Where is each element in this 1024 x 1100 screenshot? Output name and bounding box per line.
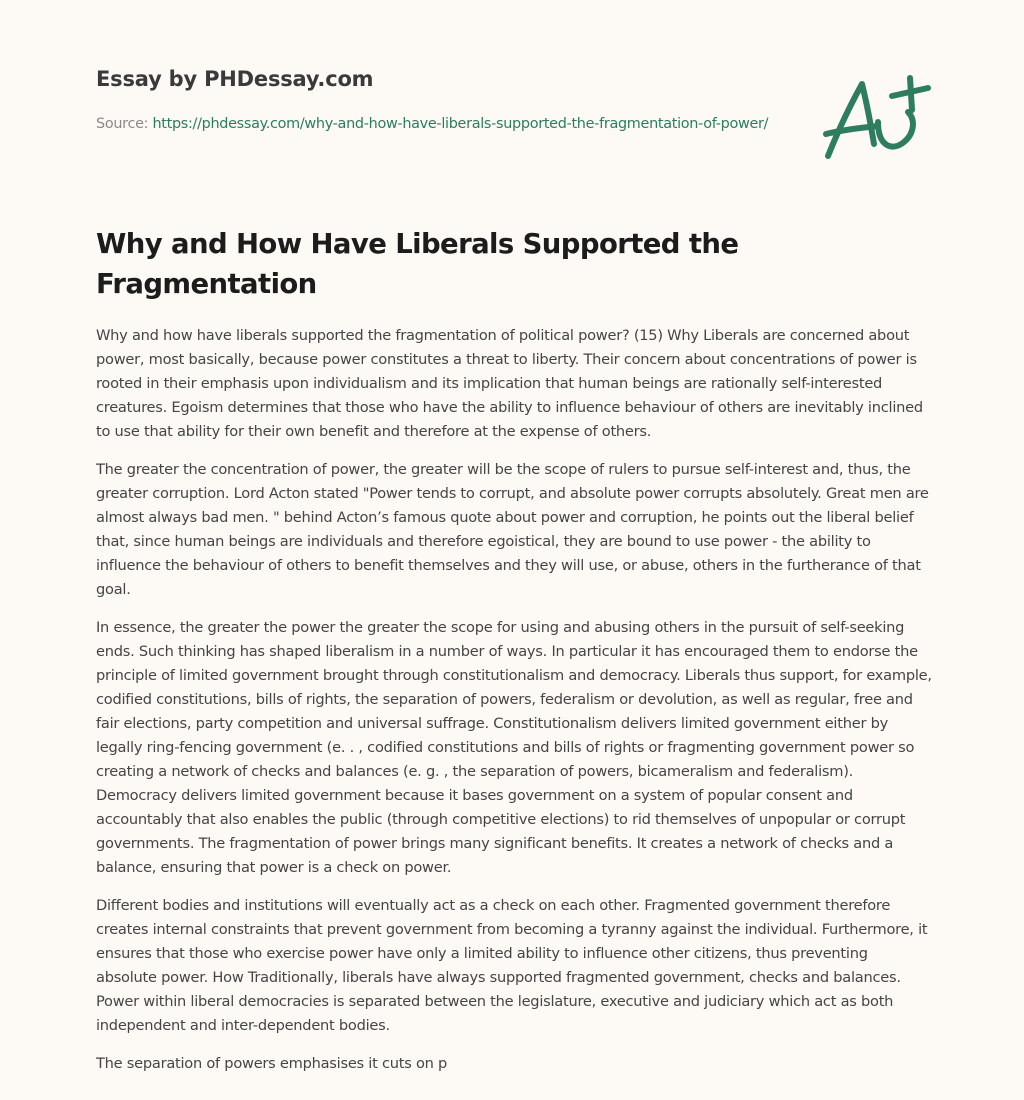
source-line xyxy=(96,112,776,136)
paragraph-2: The greater the concentration of power, the greater will be the scope of rulers to pursue self-interest and, thus, the greater corruption. Lord Acton stated "Power tends to corrupt, and absolute power corrupts absolutely. Great men are almost always bad men. " behind Acton’s famous quote about power and corruption, he points out the liberal belief that, since human beings are individuals and therefore egoistical, they are bound to use power - the ability to influence the behaviour of others to benefit themselves and they will use, or abuse, others in the furtherance of that goal. xyxy=(96,461,929,598)
site-header xyxy=(96,64,776,136)
source-label: Source: xyxy=(96,116,153,132)
paragraph-4: Different bodies and institutions will eventually act as a check on each other. Fragmented government therefore creates internal constraints that prevent government from becoming a tyranny against the individual. Furthermore, it ensures that those who exercise power have only a limited ability to influence other citizens, thus preventing absolute power. How Traditionally, liberals have always supported fragmented government, checks and balances. Power within liberal democracies is separated between the legislature, executive and judiciary which act as both independent and inter-dependent bodies. xyxy=(96,897,928,1034)
paragraph-1: Why and how have liberals supported the fragmentation of political power? (15) Why Liberals are concerned about power, most basically, because power constitutes a threat to liberty. Their concern about concentrations of power is rooted in their emphasis upon individualism and its implication that human beings are rationally self-interested creatures. Egoism determines that those who have the ability to influence behaviour of others are inevitably inclined to use that ability for their own benefit and therefore at the expense of others. xyxy=(96,327,923,440)
paragraph-3: In essence, the greater the power the greater the scope for using and abusing others in the pursuit of self-seeking ends. Such thinking has shaped liberalism in a number of ways. In particular it has encouraged them to endorse the principle of limited government brought through constitutionalism and democracy. Liberals thus support, for example, codified constitutions, bills of rights, the separation of powers, federalism or devolution, as well as regular, free and fair elections, party competition and universal suffrage. Constitutionalism delivers limited government either by legally ring-fencing government (e. . , codified constitutions and bills of rights or fragmenting government power so creating a network of checks and balances (e. g. , the separation of powers, bicameralism and federalism). Democracy delivers limited government because it bases government on a system of popular consent and accountably that also enables the public (through competitive elections) to rid themselves of unpopular or corrupt governments. The fragmentation of power brings many significant benefits. It creates a network of checks and a balance, ensuring that power is a check on power. xyxy=(96,619,932,876)
source-link[interactable]: https://phdessay.com/why-and-how-have-liberals-supported-the-fragmentation-of-power/ xyxy=(152,116,769,132)
paragraph-5: The separation of powers emphasises it cuts on p xyxy=(96,1055,448,1072)
article-body xyxy=(96,324,932,1090)
brand-title: Essay by PHDessay.com xyxy=(96,67,374,91)
a-plus-grade-icon xyxy=(818,66,934,170)
article-title: Why and How Have Liberals Supported the Fragmentation xyxy=(96,228,739,300)
